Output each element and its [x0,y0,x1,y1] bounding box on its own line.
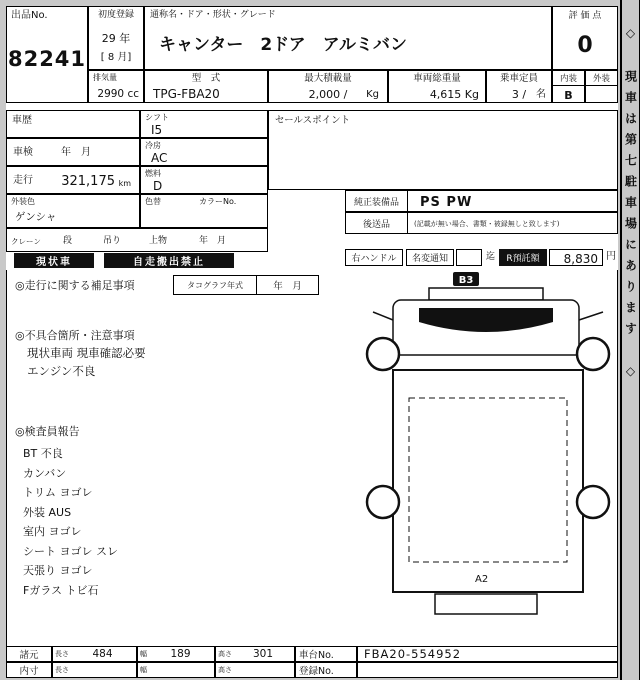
damage-marker-b3: B3 [458,275,474,286]
crane-hoist-label: 吊り [103,236,122,246]
defect-note-title: ◎不具合箇所・注意事項 [15,329,135,342]
no-self-drive-badge: 自走搬出禁止 [104,253,234,268]
width-label: 幅 [140,650,147,658]
vehicle-name-box [144,6,552,70]
shift-label: シフト [145,113,169,122]
later-goods-box [345,212,618,234]
front-bumper-shape [429,288,543,300]
registration-no-label: 登録No. [295,662,357,678]
exhibit-no-value: 82241 [7,47,87,71]
as-is-badge: 現状車 [14,253,94,268]
exterior-color-value: ゲンシャ [15,211,57,223]
model-box [144,70,268,103]
sales-point-box [268,110,618,190]
gross-weight-label: 車両総重量 [413,73,461,84]
front-left-wheel-shape [367,338,399,370]
equipment-label: 純正装備品 [346,191,408,211]
model-value: TPG-FBA20 [153,87,220,101]
chassis-no-label: 車台No. [295,646,357,662]
equipment-value: PS PW [420,195,473,210]
mileage-note-title: ◎走行に関する補足事項 [15,279,135,292]
score-label: 評 価 点 [568,11,602,21]
max-load-box [268,70,388,103]
width-value: 189 [170,648,191,660]
later-goods-label: 後送品 [346,213,408,233]
displacement-value: 2990 cc [97,88,139,100]
inspector-report-list [23,444,118,600]
rear-right-wheel-shape [577,486,609,518]
inspector-report-title: ◎検査員報告 [15,425,80,438]
cooling-box [140,138,268,166]
inspector-report-line: トリム ヨゴレ [23,486,93,499]
inner-height-cell [215,662,295,678]
score-value: 0 [577,33,593,58]
deposit-value-box [549,249,603,266]
footer-section [6,646,618,678]
length-label: 長さ [55,650,69,658]
capacity-label: 乗車定員 [499,73,538,84]
vehicle-name-value: キャンター 2ドア アルミバン [159,35,407,55]
height-cell [215,646,295,662]
fuel-box [140,166,268,194]
left-mirror-shape [373,312,393,320]
deposit-unit: 円 [606,251,616,262]
deposit-label: R預託額 [499,249,547,266]
parking-location-note: ◇ 現車は第七駐車場にあります ◇ [623,26,638,387]
exhibit-no-label: 出品No. [11,10,48,21]
inspection-value: 年 月 [61,147,91,158]
vehicle-name-header: 通称名・ドア・形状・グレード [150,10,276,20]
defect-line: 現状車両 現車確認必要 [27,346,146,360]
inspector-report-line: カンバン [23,466,67,480]
inner-length-cell [52,662,137,678]
first-registration-label: 初度登録 [97,10,134,20]
side-strip [620,0,640,680]
length-value: 484 [92,648,113,660]
mileage-box [6,166,140,194]
inner-width-cell [137,662,215,678]
inspector-report-line: 外装 AUS [23,505,72,519]
exterior-grade-box [585,70,618,103]
inspection-label: 車検 [13,147,33,158]
body-structure-label: 上物 [149,236,168,246]
width-cell [137,646,215,662]
height-label: 高さ [218,650,232,658]
specs-row-label: 諸元 [6,646,52,662]
inspector-report-line: BT 不良 [23,447,63,460]
max-load-unit: Kg [366,89,379,100]
max-load-label: 最大積載量 [304,73,352,84]
front-right-wheel-shape [577,338,609,370]
tachograph-label: タコグラフ年式 [174,276,257,294]
inspector-report-line: シート ヨゴレ スレ [23,544,118,558]
sales-point-label: セールスポイント [275,115,351,126]
height-value: 301 [252,648,274,660]
height-label: 高さ [218,666,232,674]
name-change-box: 名変通知 [406,249,454,266]
later-goods-note: (記載が無い場合、書類・被録無しと致します) [414,220,560,228]
cargo-box-shape [393,370,583,592]
gross-weight-value: 4,615 Kg [429,88,479,101]
inner-dims-row-label: 内寸 [6,662,52,678]
model-label: 型 式 [191,73,221,84]
mileage-unit: km [118,179,131,188]
damage-marker-a2: A2 [475,574,489,585]
exterior-label: 外装 [586,71,617,86]
repaint-label: 色替 [145,197,161,206]
inspection-box [6,138,140,166]
history-box [6,110,140,138]
cooling-label: 冷房 [145,141,161,150]
right-mirror-shape [579,312,603,320]
first-registration-year: 29 年 [101,32,131,45]
body-structure-value: 年 月 [199,236,227,246]
inspector-report-line: 室内 ヨゴレ [23,525,82,538]
color-no-label: カラーNo. [199,197,237,206]
inspector-report-line: 天張り ヨゴレ [23,564,93,577]
tachograph-box [173,275,319,295]
mileage-value: 321,175 [61,174,115,189]
chassis-no-value: FBA20-554952 [357,646,618,662]
exterior-color-label: 外装色 [11,197,35,206]
capacity-box [486,70,552,103]
cooling-value: AC [151,151,168,165]
rear-left-wheel-shape [367,486,399,518]
handle-position-box: 右ハンドル [345,249,403,266]
history-label: 車歴 [12,115,32,126]
inspector-report-line: Fガラス トビ石 [23,583,99,597]
crane-label: クレーン [11,237,41,246]
exhibit-no-box [6,6,88,103]
repaint-box [140,194,268,228]
fuel-label: 燃料 [145,169,161,178]
deposit-value: 8,830 [563,252,598,266]
shift-value: I5 [151,123,163,137]
score-box [552,6,618,70]
length-label: 長さ [55,666,69,674]
registration-no-value [357,662,618,678]
capacity-value: 3 / [511,88,527,101]
name-change-date-box [456,249,482,266]
notes-section [6,270,618,646]
fuel-value: D [153,179,163,193]
crane-step-label: 段 [63,236,73,246]
gross-weight-box [388,70,486,103]
crane-box [6,228,268,252]
exterior-color-box [6,194,140,228]
first-registration-month: [ 8 月] [100,52,132,63]
displacement-label: 排気量 [93,73,117,82]
interior-label: 内装 [553,71,584,86]
equipment-box [345,190,618,212]
displacement-box [88,70,144,103]
first-registration-box [88,6,144,70]
header-section [6,6,618,103]
vehicle-top-view-diagram [357,270,619,642]
capacity-unit: 名 [536,89,546,100]
rear-bumper-shape [435,594,537,614]
until-label: 迄 [486,252,496,262]
width-label: 幅 [140,666,147,674]
interior-grade-value: B [564,89,573,102]
shift-box [140,110,268,138]
length-cell [52,646,137,662]
interior-grade-box [552,70,585,103]
max-load-value: 2,000 / [308,88,348,101]
defect-line: エンジン不良 [27,364,96,378]
mileage-label: 走行 [13,175,33,186]
tachograph-value: 年 月 [273,281,302,292]
details-section [6,110,618,270]
